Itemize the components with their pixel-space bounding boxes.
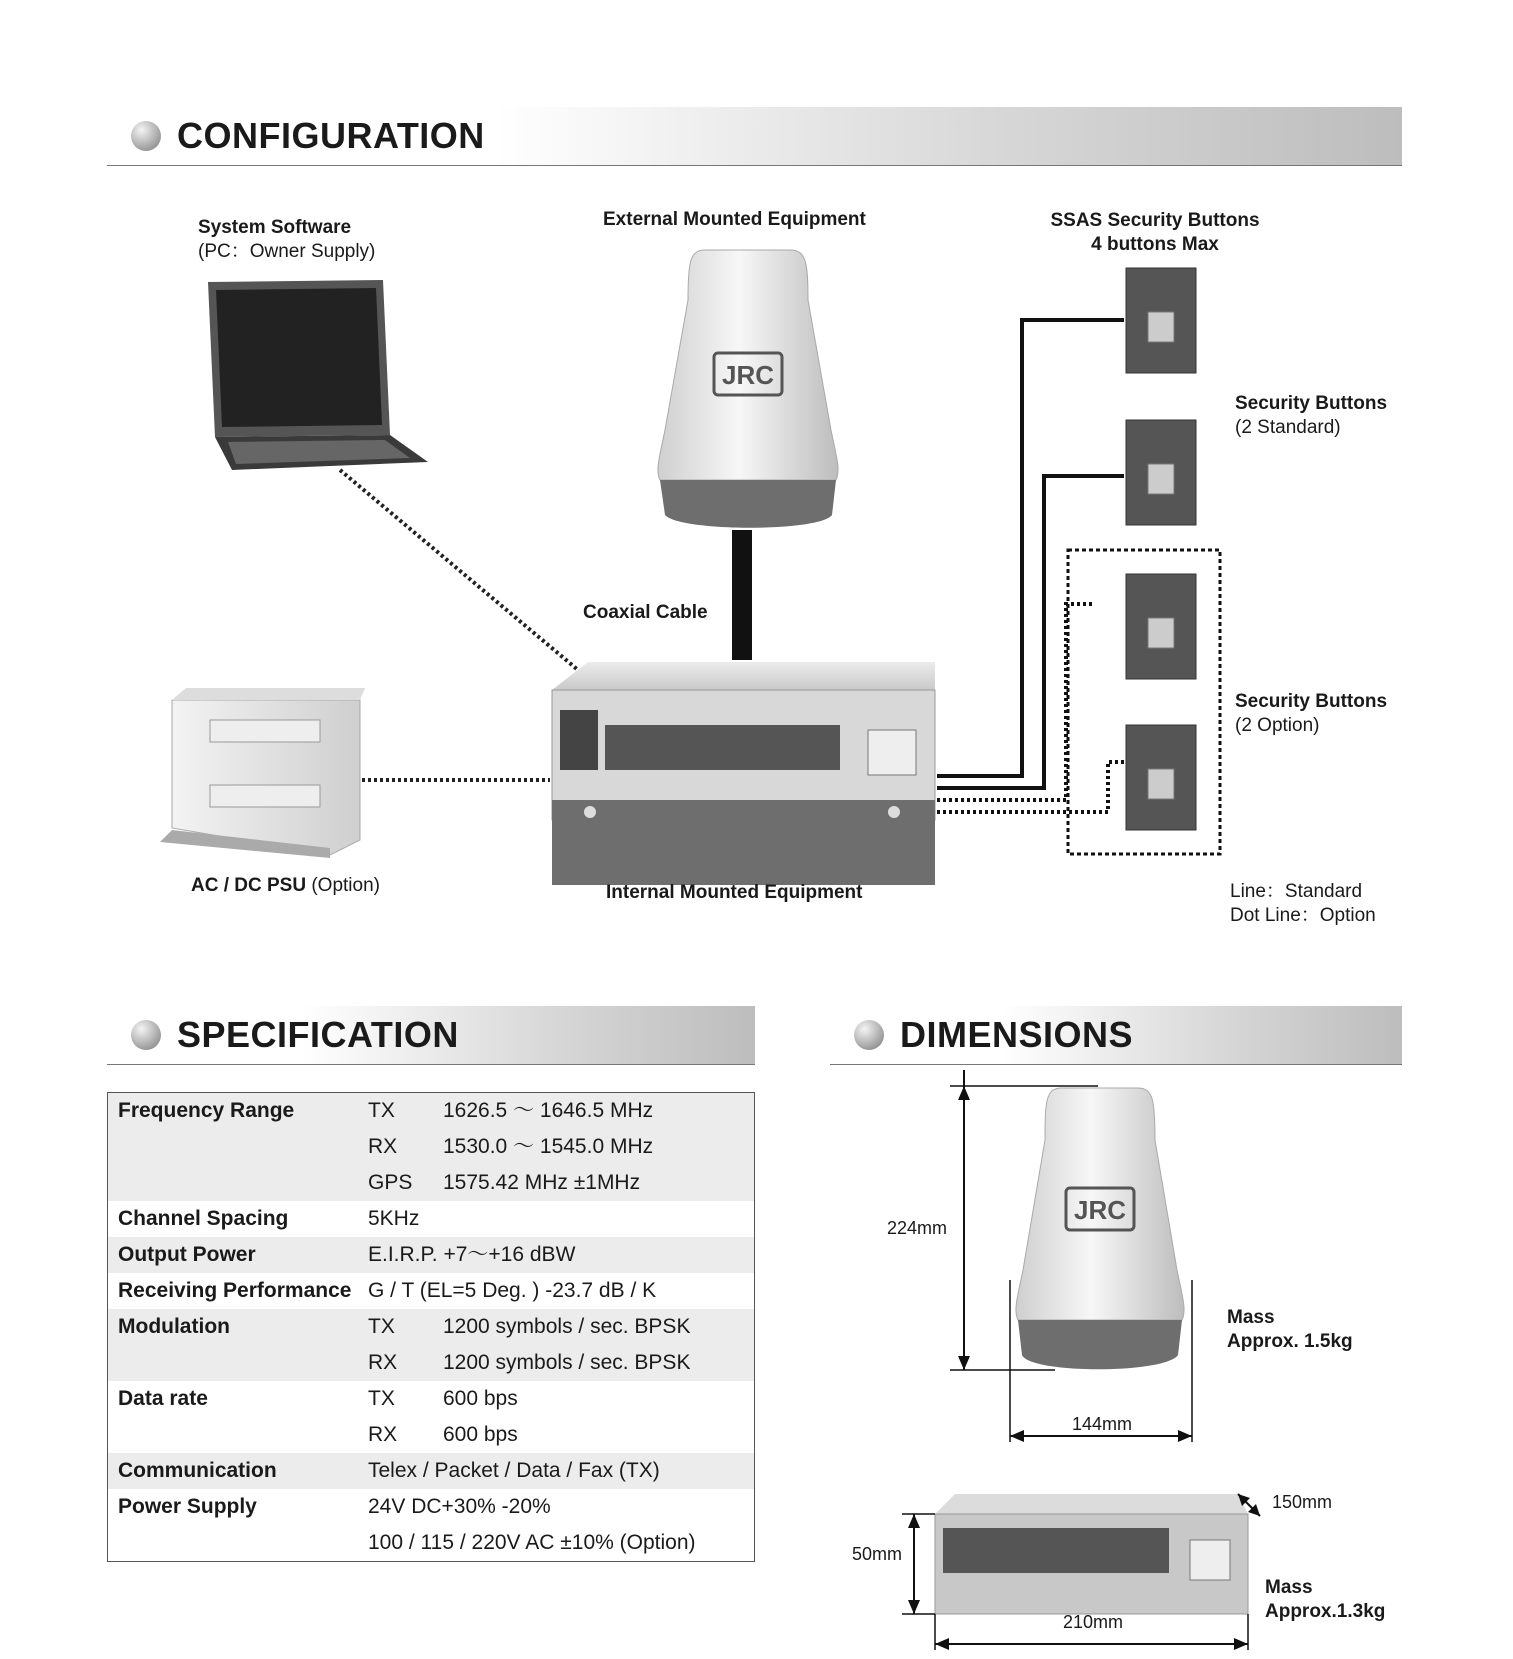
spec-key: TX xyxy=(368,1387,395,1410)
svg-text:JRC: JRC xyxy=(721,360,775,390)
antenna-height-label: 224mm xyxy=(887,1218,948,1238)
spec-value: 600 bps xyxy=(443,1387,518,1410)
spec-key: RX xyxy=(368,1135,398,1158)
spec-key: TX xyxy=(368,1315,395,1338)
spec-value: 600 bps xyxy=(443,1423,518,1446)
security-button-icon xyxy=(1126,420,1196,525)
dimensions-diagram xyxy=(830,1070,1430,1659)
spec-name: Output Power xyxy=(118,1243,256,1266)
spec-name: Frequency Range xyxy=(118,1099,295,1122)
spec-value: 24V DC+30% -20% xyxy=(368,1495,551,1518)
spec-name: Modulation xyxy=(118,1315,230,1338)
unit-depth-label: 150mm xyxy=(1272,1492,1333,1512)
laptop-icon xyxy=(208,280,428,470)
spec-name: Channel Spacing xyxy=(118,1207,289,1230)
spec-row-modulation xyxy=(108,1309,755,1381)
internal-equipment-label: Internal Mounted Equipment xyxy=(606,882,863,903)
spec-name: Receiving Performance xyxy=(118,1279,352,1302)
spec-value: 1200 symbols / sec. BPSK xyxy=(443,1315,691,1338)
specification-title: SPECIFICATION xyxy=(177,1014,459,1055)
spec-key: TX xyxy=(368,1099,395,1122)
psu-label: AC / DC PSU (Option) xyxy=(191,875,380,896)
legend-label: Line：Standard Dot Line：Option xyxy=(1230,881,1376,926)
spec-value: 1530.0 〜 1545.0 MHz xyxy=(443,1135,654,1158)
unit-icon xyxy=(935,1494,1248,1614)
spec-value: 5KHz xyxy=(368,1207,420,1230)
unit-height-label: 50mm xyxy=(852,1544,903,1564)
internal-unit-icon xyxy=(552,662,935,885)
spec-value: 1575.42 MHz ±1MHz xyxy=(443,1171,641,1194)
spec-name: Communication xyxy=(118,1459,277,1482)
spec-key: RX xyxy=(368,1351,398,1374)
bullet-icon xyxy=(131,1020,161,1050)
psu-icon xyxy=(160,688,365,858)
spec-row-frequency-range xyxy=(108,1093,755,1202)
system-software-label: System Software (PC：Owner Supply) xyxy=(198,217,376,262)
svg-text:JRC: JRC xyxy=(1073,1195,1127,1225)
external-equipment-label: External Mounted Equipment xyxy=(603,209,866,230)
unit-width-label: 210mm xyxy=(1063,1612,1124,1632)
specification-table xyxy=(107,1092,755,1562)
security-option-label: Security Buttons (2 Option) xyxy=(1235,691,1388,736)
antenna-mass-label: Mass Approx. 1.5kg xyxy=(1227,1307,1353,1352)
configuration-title: CONFIGURATION xyxy=(177,115,485,156)
external-antenna-icon xyxy=(658,250,838,660)
unit-mass-label: Mass Approx.1.3kg xyxy=(1265,1577,1386,1622)
security-button-icon xyxy=(1126,725,1196,830)
dimensions-title: DIMENSIONS xyxy=(900,1014,1134,1055)
security-button-icon xyxy=(1126,268,1196,373)
spec-value: E.I.R.P. +7〜+16 dBW xyxy=(368,1243,576,1266)
antenna-width-label: 144mm xyxy=(1072,1414,1133,1434)
specification-header xyxy=(107,1006,755,1065)
spec-value: 1626.5 〜 1646.5 MHz xyxy=(443,1099,654,1122)
ssas-label: SSAS Security Buttons 4 buttons Max xyxy=(1050,210,1260,255)
spec-key: RX xyxy=(368,1423,398,1446)
spec-row-receiving-performance xyxy=(108,1273,755,1309)
spec-name: Data rate xyxy=(118,1387,208,1410)
spec-value: 100 / 115 / 220V AC ±10% (Option) xyxy=(368,1531,696,1554)
spec-row-channel-spacing xyxy=(108,1201,755,1237)
spec-value: 1200 symbols / sec. BPSK xyxy=(443,1351,691,1374)
spec-key: GPS xyxy=(368,1171,413,1194)
spec-row-communication xyxy=(108,1453,755,1489)
coaxial-cable-label: Coaxial Cable xyxy=(583,602,708,623)
security-button-icon xyxy=(1126,574,1196,679)
bullet-icon xyxy=(854,1020,884,1050)
dimensions-header xyxy=(830,1006,1402,1065)
spec-row-data-rate xyxy=(108,1381,755,1453)
antenna-icon xyxy=(1016,1088,1184,1369)
spec-value: G / T (EL=5 Deg. ) -23.7 dB / K xyxy=(368,1279,657,1302)
security-standard-label: Security Buttons (2 Standard) xyxy=(1235,393,1388,438)
spec-name: Power Supply xyxy=(118,1495,257,1518)
spec-row-power-supply xyxy=(108,1489,755,1562)
spec-row-output-power xyxy=(108,1237,755,1273)
spec-value: Telex / Packet / Data / Fax (TX) xyxy=(368,1459,660,1482)
